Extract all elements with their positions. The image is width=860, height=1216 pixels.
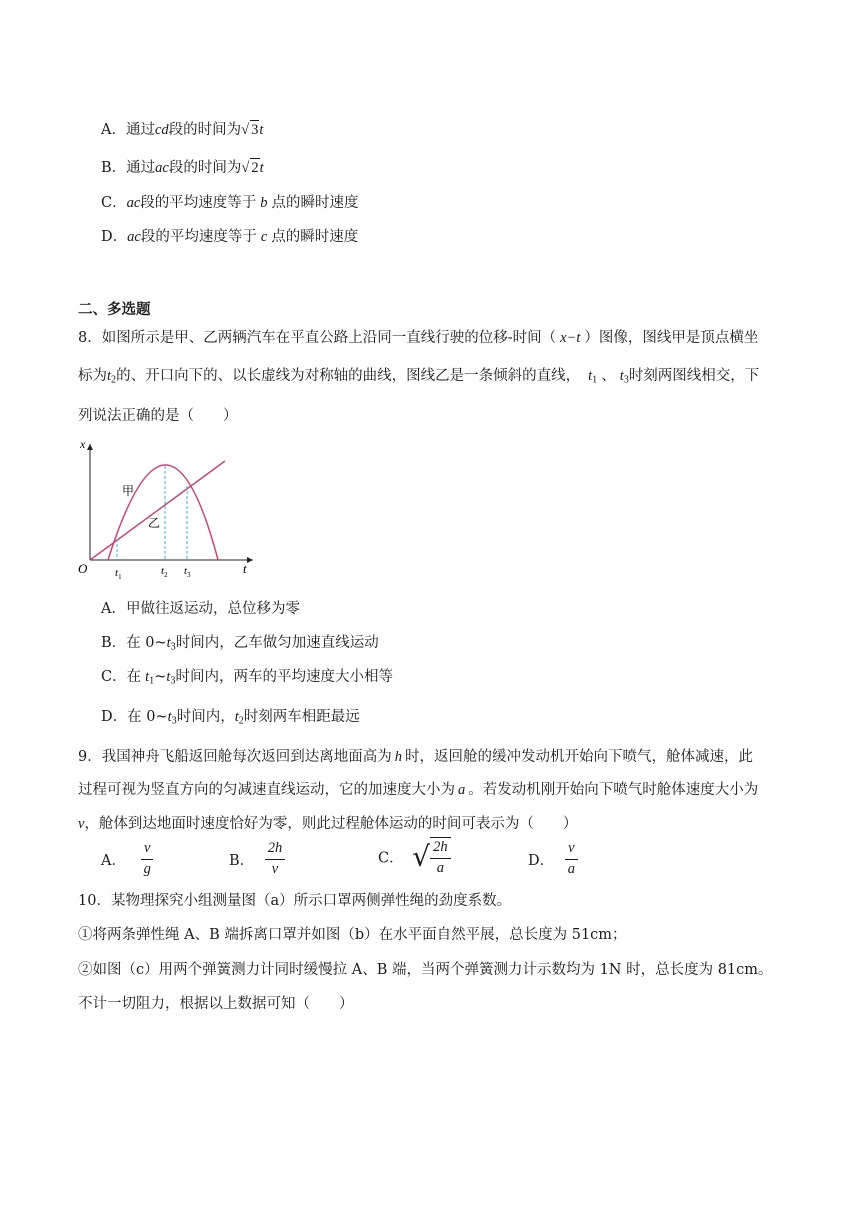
q9-stem-line1: 9．我国神舟飞船返回舱每次返回到达离地面高为 h 时，返回舱的缓冲发动机开始向下喷气，舱体减速，此 [78,749,753,765]
x-axis-label: t [243,561,247,576]
section-title: 二、多选题 [78,301,151,318]
q9-stem-line3: v，舱体到达地面时速度恰好为零，则此过程舱体运动的时间可表示为（ ） [78,816,578,832]
q8-option-d: D．在 $0\sim t_3$时间内，$t_2$时刻两车相距最远 [101,709,360,727]
curve-jia-label: 甲 [122,484,135,498]
q9-option-c: C． √ $\frac{2h}{a}$ [378,837,451,877]
q10-stem-line2: ①将两条弹性绳 A、B 端拆离口罩并如图（b）在水平面自然平展，总长度为 51cm； [78,927,627,943]
q10-stem-line4: 不计一切阻力，根据以上数据可知（ ） [78,996,354,1012]
q9-option-d: D． $\frac{v}{a}$ [528,841,578,878]
q10-stem-line3: ②如图（c）用两个弹簧测力计同时缓慢拉 A、B 端，当两个弹簧测力计示数均为 1N 时，总长度为 81cm。 [78,962,773,978]
q8-stem-line2: 标为$t_2$的、开口向下的、以长虚线为对称轴的曲线，图线乙是一条倾斜的直线， $t_1$ 、 $t_3$时刻两图线相交，下 [78,368,760,386]
q7-option-c: C．ac段的平均速度等于 b 点的瞬时速度 [101,195,359,211]
tick-t1: $t_1$ [115,567,122,581]
q8-stem-line1: 8．如图所示是甲、乙两辆汽车在平直公路上沿同一直线行驶的位移-时间（ x−t ）图像，图线甲是顶点横坐 [78,330,759,346]
q9-option-b: B． $\frac{2h}{v}$ [229,841,285,878]
q8-option-a: A．甲做往返运动，总位移为零 [101,601,300,617]
q9-option-a: A． $\frac{v}{g}$ [101,841,154,878]
q10-stem-line1: 10．某物理探究小组测量图（a）所示口罩两侧弹性绳的劲度系数。 [78,893,512,909]
q9-stem-line2: 过程可视为竖直方向的匀减速直线运动，它的加速度大小为 a 。若发动机刚开始向下喷气时舱体速度大小为 [78,782,759,798]
q7-option-a: A．通过cd段的时间为 √ 3t [101,122,264,138]
q8-xt-graph [70,434,270,584]
q7-option-b: B．通过ac段的时间为 √ 2t [101,160,264,176]
q8-stem-line3: 列说法正确的是（ ） [78,408,238,424]
tick-t3: $t_3$ [184,565,191,579]
q7-option-d: D．ac段的平均速度等于 c 点的瞬时速度 [101,229,359,245]
line-yi [90,461,225,560]
q8-option-c: C．在 $t_1\sim t_3$时间内，两车的平均速度大小相等 [101,669,393,687]
origin-label: O [78,561,88,576]
line-yi-label: 乙 [148,516,161,530]
q8-option-b: B．在 $0\sim t_3$时间内，乙车做匀加速直线运动 [101,635,379,653]
y-axis-label: x [80,437,86,451]
tick-t2: $t_2$ [161,565,168,579]
curve-jia [108,465,218,560]
